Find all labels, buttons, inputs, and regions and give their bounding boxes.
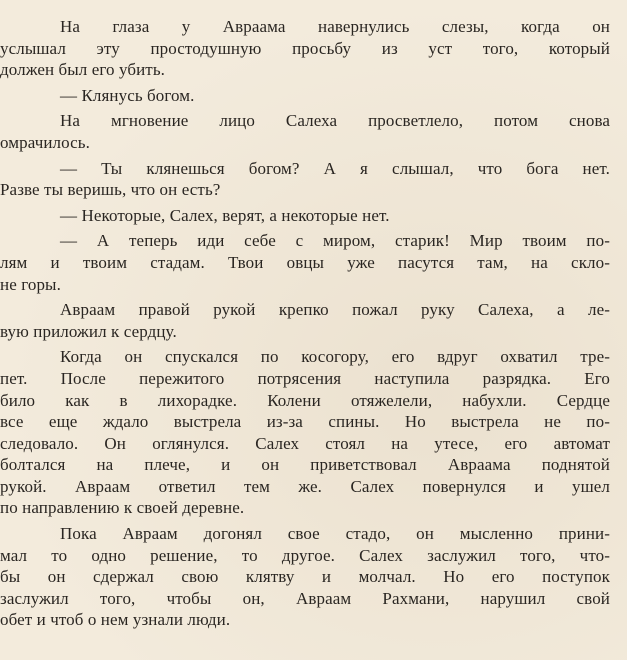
text-line: не горы. [0, 274, 61, 294]
paragraph [0, 110, 610, 153]
paragraph [60, 205, 610, 227]
paragraph [0, 523, 610, 631]
text-line: рукой. Авраам ответил тем же. Салех повернулся и ушел [0, 476, 610, 496]
text-line: — Некоторые, Салех, верят, а некоторые нет. [60, 205, 390, 225]
text-line: Авраам правой рукой крепко пожал руку Салеха, а ле- [60, 300, 610, 320]
paragraph [0, 346, 610, 519]
text-line: — Ты клянешься богом? А я слышал, что бога нет. [60, 158, 610, 178]
text-line: следовало. Он оглянулся. Салех стоял на утесе, его автомат [0, 433, 610, 453]
text-line: лям и твоим стадам. Твои овцы уже пасутся там, на скло- [0, 252, 610, 272]
text-line: должен был его убить. [0, 60, 166, 80]
page-text [0, 16, 610, 635]
text-line: обет и чтоб о нем узнали люди. [0, 610, 231, 630]
text-line: услышал эту простодушную просьбу из уст того, который [0, 38, 610, 58]
text-line: — А теперь иди себе с миром, старик! Мир твоим по- [60, 231, 610, 251]
text-line: Когда он спускался по косогору, его вдруг охватил тре- [60, 347, 610, 367]
text-line: било как в лихорадке. Колени отяжелели, набухли. Сердце [0, 390, 610, 410]
paragraph [0, 16, 610, 81]
text-line: омрачилось. [0, 132, 91, 152]
paragraph [0, 299, 610, 342]
text-line: бы он сдержал свою клятву и молчал. Но его поступок [0, 567, 610, 587]
text-line: Пока Авраам догонял свое стадо, он мысленно прини- [60, 524, 610, 544]
text-line: пет. После пережитого потрясения наступила разрядка. Его [0, 368, 610, 388]
text-line: вую приложил к сердцу. [0, 321, 177, 341]
text-line: — Клянусь богом. [60, 85, 195, 105]
paragraph [0, 230, 610, 295]
text-line: На глаза у Авраама навернулись слезы, когда он [60, 17, 610, 36]
text-line: мал то одно решение, то другое. Салех заслужил того, что- [0, 545, 610, 565]
text-line: все еще ждало выстрела из-за спины. Но выстрела не по- [0, 412, 610, 432]
paragraph [0, 158, 610, 201]
text-line: На мгновение лицо Салеха просветлело, потом снова [60, 111, 610, 131]
paragraph [60, 85, 610, 107]
text-line: болтался на плече, и он приветствовал Авраама поднятой [0, 455, 610, 475]
text-line: Разве ты веришь, что он есть? [0, 180, 221, 200]
text-line: заслужил того, чтобы он, Авраам Рахмани, нарушил свой [0, 588, 610, 608]
text-line: по направлению к своей деревне. [0, 498, 245, 518]
